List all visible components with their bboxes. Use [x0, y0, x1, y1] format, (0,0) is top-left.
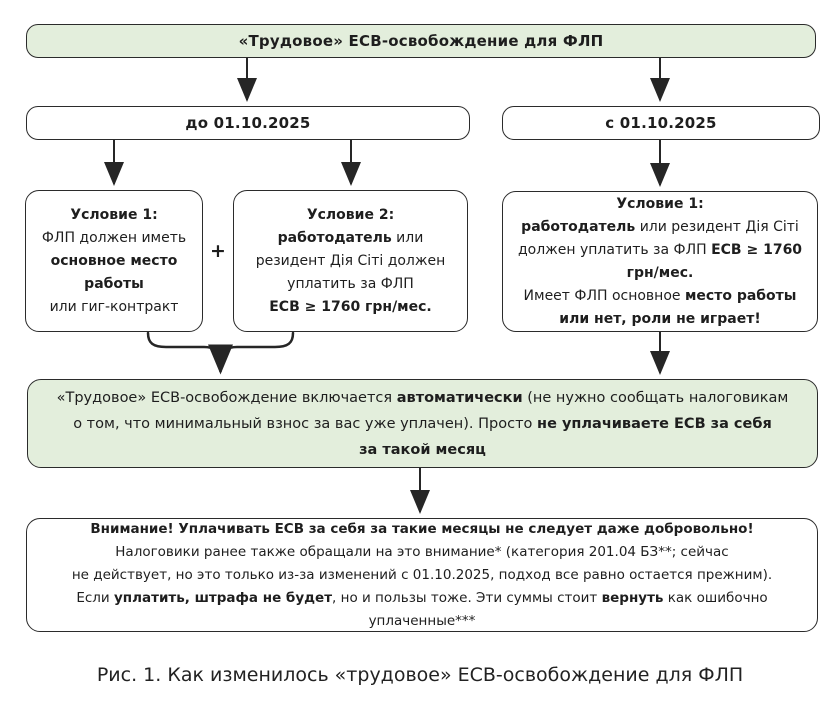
auto-exemption-box: «Трудовое» ЕСВ-освобождение включается автоматически (не нужно сообщать налоговикам о том, что минимальный взнос за вас уже уплачен). Просто не уплачиваете ЕСВ за себя за такой месяц: [27, 379, 818, 468]
condition1-after-box: Условие 1: работодатель или резидент Дія Сіті должен уплатить за ФЛП ЕСВ ≥ 1760 грн/мес. Имеет ФЛП основное место работы или нет, роли не играет!: [502, 191, 818, 332]
period-before-box: [26, 106, 470, 140]
title-box: [26, 24, 816, 58]
condition1-before-box: Условие 1: ФЛП должен иметь основное место работы или гиг-контракт: [25, 190, 203, 332]
plus-sign: +: [210, 240, 226, 262]
title-text: «Трудовое» ЕСВ-освобождение для ФЛП: [238, 32, 604, 50]
figure-caption: Рис. 1. Как изменилось «трудовое» ЕСВ-освобождение для ФЛП: [96, 664, 744, 686]
condition2-before-box: Условие 2: работодатель или резидент Дія Сіті должен уплатить за ФЛП ЕСВ ≥ 1760 грн/мес.: [233, 190, 468, 332]
period-after-label: с 01.10.2025: [605, 114, 717, 132]
merge-brace: [148, 333, 293, 359]
period-after-box: [502, 106, 820, 140]
period-before-label: до 01.10.2025: [185, 114, 311, 132]
warning-box: Внимание! Уплачивать ЕСВ за себя за такие месяцы не следует даже добровольно! Налоговики ранее также обращали на это внимание* (категория 201.04 БЗ**; сейчас не действует, но это только из-за изменений с 01.10.2025, подход все равно остается прежним). Если уплатить, штрафа не будет, но и пользы тоже. Эти суммы стоит вернуть как ошибочно уплаченные***: [26, 518, 818, 632]
